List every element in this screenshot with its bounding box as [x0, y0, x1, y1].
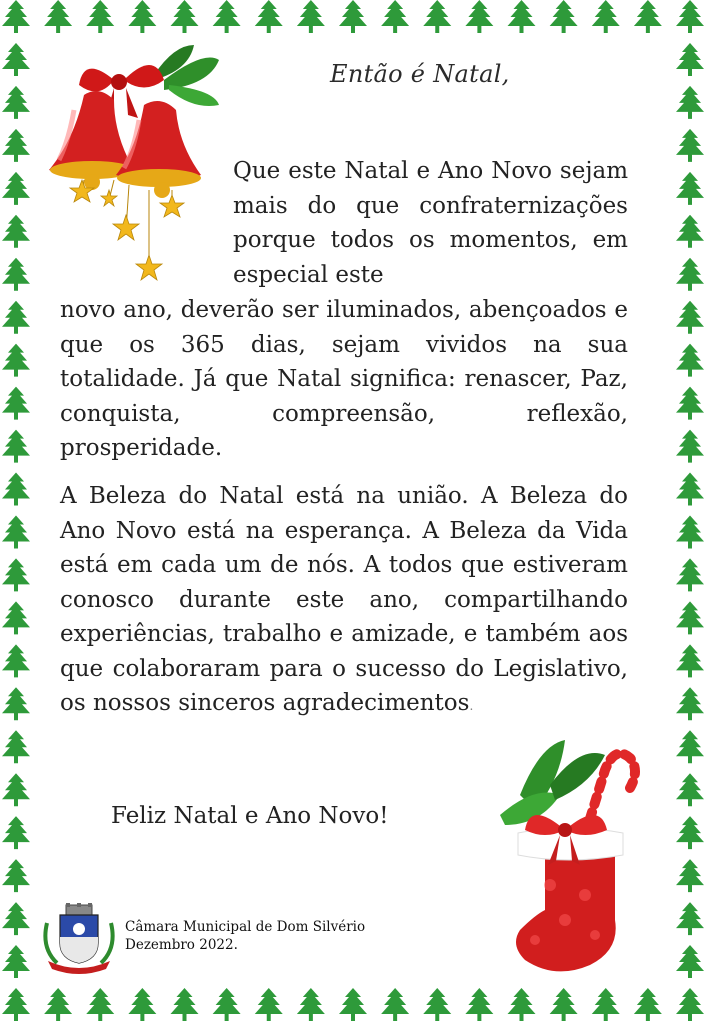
letter-paragraph-1-bottom: novo ano, deverão ser iluminados, abençoados e que os 365 dias, sejam vividos na sua totalidade. Já que Natal significa: renascer, Paz, conquista, compreensão, reflexão, prosperidade.: [60, 297, 628, 461]
christmas-bells-icon: [44, 40, 234, 290]
letter-closing: Feliz Natal e Ano Novo!: [111, 803, 389, 829]
municipal-coat-of-arms-icon: [42, 903, 116, 975]
letter-paragraph-1-top: Que este Natal e Ano Novo sejam mais do que confraternizações porque todos os momentos, em especial este: [233, 158, 628, 288]
christmas-stocking-icon: [490, 735, 640, 975]
signature-date: Dezembro 2022.: [125, 936, 238, 953]
signature-institution: Câmara Municipal de Dom Silvério: [125, 919, 366, 935]
signature-block: [125, 919, 365, 954]
letter-paragraph-2-end: .: [469, 699, 474, 713]
letter-greeting: Então é Natal,: [330, 60, 510, 88]
letter-paragraph-2-text: A Beleza do Natal está na união. A Beleza do Ano Novo está na esperança. A Beleza da Vida está em cada um de nós. A todos que estiveram conosco durante este ano, compartilhando experiências, trabalho e amizade, e também aos que colaboraram para o sucesso do Legislativo, os nossos sinceros agradecimentos: [60, 483, 628, 716]
letter-paragraph-2: [60, 479, 628, 724]
